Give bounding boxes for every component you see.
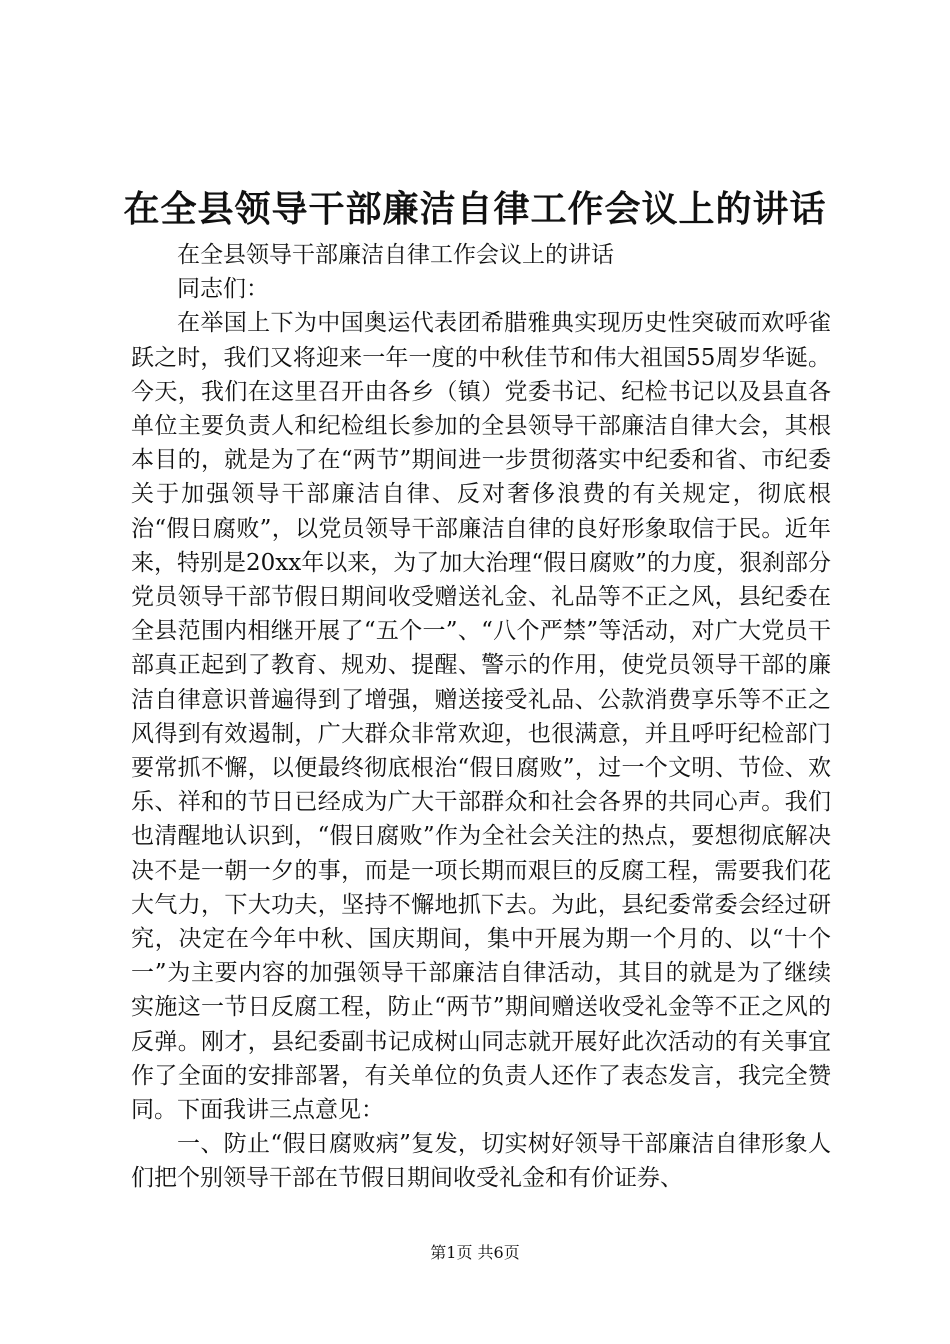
document-title: 在全县领导干部廉洁自律工作会议上的讲话 (123, 188, 827, 230)
subtitle-paragraph: 在全县领导干部廉洁自律工作会议上的讲话 (177, 242, 614, 268)
salutation-paragraph: 同志们： (177, 276, 269, 303)
section-one-paragraph: 一、防止“假日腐败病”复发，切实树好领导干部廉洁自律形象人们把个别领导干部在节假日期间收受礼金和有价证券、 (131, 1131, 831, 1192)
body-paragraph: 在举国上下为中国奥运代表团希腊雅典实现历史性突破而欢呼雀跃之时，我们又将迎来一年一度的中秋佳节和伟大祖国55周岁华诞。今天，我们在这里召开由各乡（镇）党委书记、纪检书记以及县直各单位主要负责人和纪检组长参加的全县领导干部廉洁自律大会，其根本目的，就是为了在“两节”期间进一步贯彻落实中纪委和省、市纪委关于加强领导干部廉洁自律、反对奢侈浪费的有关规定，彻底根治“假日腐败”，以党员领导干部廉洁自律的良好形象取信于民。近年来，特别是20xx年以来，为了加大治理“假日腐败”的力度，狠刹部分党员领导干部节假日期间收受赠送礼金、礼品等不正之风，县纪委在全县范围内相继开展了“五个一”、“八个严禁”等活动，对广大党员干部真正起到了教育、规劝、提醒、警示的作用，使党员领导干部的廉洁自律意识普遍得到了增强，赠送接受礼品、公款消费享乐等不正之风得到有效遏制，广大群众非常欢迎，也很满意，并且呼吁纪检部门要常抓不懈，以便最终彻底根治“假日腐败”，过一个文明、节俭、欢乐、祥和的节日已经成为广大干部群众和社会各界的共同心声。我们也清醒地认识到，“假日腐败”作为全社会关注的热点，要想彻底解决决不是一朝一夕的事，而是一项长期而艰巨的反腐工程，需要我们花大气力，下大功夫，坚持不懈地抓下去。为此，县纪委常委会经过研究，决定在今年中秋、国庆期间，集中开展为期一个月的、以“十个一”为主要内容的加强领导干部廉洁自律活动，其目的就是为了继续实施这一节日反腐工程，防止“两节”期间赠送收受礼金等不正之风的反弹。刚才，县纪委副书记成树山同志就开展好此次活动的有关事宜作了全面的安排部署，有关单位的负责人还作了表态发言，我完全赞同。下面我讲三点意见： (131, 310, 831, 1124)
document-body (131, 238, 831, 1196)
page-footer: 第1页 共6页 (430, 1243, 520, 1262)
